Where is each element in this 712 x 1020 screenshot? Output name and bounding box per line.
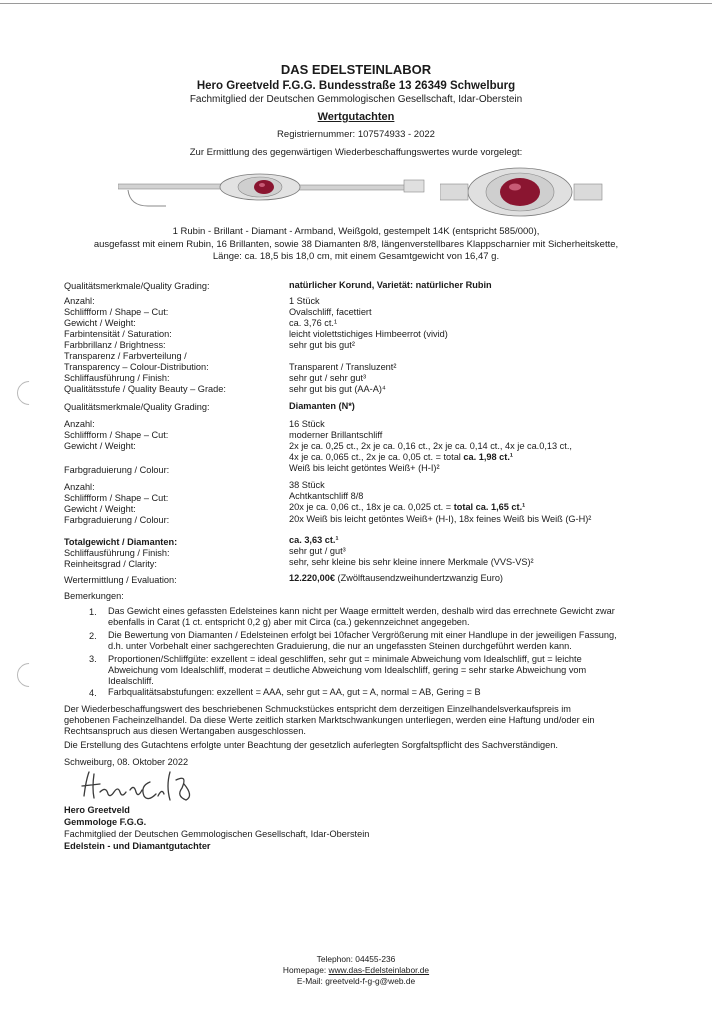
ruby-finish-label: Schliffausführung / Finish: xyxy=(64,373,170,383)
doc-title: Wertgutachten xyxy=(317,111,395,123)
brilliants-weight-label: Gewicht / Weight: xyxy=(64,441,136,451)
lab-name: DAS EDELSTEINLABOR xyxy=(280,62,432,77)
diamonds88-count-label: Anzahl: xyxy=(64,482,95,492)
diamonds88-weight-total: total ca. 1,65 ct.¹ xyxy=(453,502,526,512)
remark-4-number: 4. xyxy=(89,688,97,698)
total-weight-label: Totalgewicht / Diamanten: xyxy=(64,537,178,547)
ruby-saturation-value: leicht violettstichiges Himbeerrot (vivid) xyxy=(289,329,448,339)
page-top-edge xyxy=(0,3,712,4)
registration-number: Registriernummer: 107574933 - 2022 xyxy=(277,129,435,140)
remark-4-line-1: Farbqualitätsabstufungen: exzellent = AAA, sehr gut = AA, gut = A, normal = AB, Gering = B xyxy=(108,687,481,697)
ruby-finish-value: sehr gut / sehr gut³ xyxy=(289,373,367,383)
evaluation-amount: 12.220,00€ xyxy=(289,573,335,583)
diligence-paragraph: Die Erstellung des Gutachtens erfolgte unter Beachtung der gesetzlich auferlegten Sorgfaltspflicht des Sachverständigen. xyxy=(64,740,558,750)
brilliants-cut-label: Schliffform / Shape – Cut: xyxy=(64,430,169,440)
homepage-link[interactable]: www.das-Edelsteinlabor.de xyxy=(328,965,430,975)
brilliants-count-label: Anzahl: xyxy=(64,419,95,429)
remark-2 xyxy=(108,630,698,652)
ruby-transparency-label-1: Transparenz / Farbverteilung / xyxy=(64,351,187,361)
diamonds88-cut-label: Schliffform / Shape – Cut: xyxy=(64,493,169,503)
remark-1-line-2: ebenfalls in Carat (1 ct. entspricht 0,2 g) aber mit Circa (ca.) gekennzeichnet angegeben. xyxy=(108,617,470,627)
clarity-value: sehr, sehr kleine bis sehr kleine innere Merkmale (VVS-VS)² xyxy=(289,557,534,567)
place-date: Schweiburg, 08. Oktober 2022 xyxy=(64,757,189,767)
punch-hole-1 xyxy=(12,376,46,410)
brilliants-colour-label: Farbgraduierung / Colour: xyxy=(64,465,170,475)
diamonds88-colour-label: Farbgraduierung / Colour: xyxy=(64,515,170,525)
ruby-cut-value: Ovalschliff, facettiert xyxy=(289,307,372,317)
signer-membership: Fachmitglied der Deutschen Gemmologischen Gesellschaft, Idar-Oberstein xyxy=(64,829,370,839)
brilliants-weight-value-1: 2x je ca. 0,25 ct., 2x je ca. 0,16 ct., 2x je ca. 0,14 ct., 4x je ca.0,13 ct., xyxy=(289,441,572,451)
bracelet-photo-full xyxy=(118,166,433,218)
diamonds88-colour-value: 20x Weiß bis leicht getöntes Weiß+ (H-I), 18x feines Weiß bis Weiß (G-H)² xyxy=(289,514,592,524)
brilliants-weight-value-2-text: 4x je ca. 0,065 ct., 2x je ca. 0,05 ct. = total xyxy=(289,452,464,462)
remark-3-line-2: Abweichung vom Idealschliff, moderat = deutliche Abweichung vom Idealschliff, gering = sehr starke Abweichung vom xyxy=(108,665,587,675)
ruby-count-value: 1 Stück xyxy=(289,296,320,306)
remark-3 xyxy=(108,654,698,687)
brilliants-grading-value: Diamanten (N*) xyxy=(289,401,355,411)
liability-line-1: Der Wiederbeschaffungswert des beschriebenen Schmuckstückes entspricht dem derzeitigen Einzelhandelsverkaufspreis im xyxy=(64,704,571,714)
total-finish-label: Schliffausführung / Finish: xyxy=(64,548,170,558)
remark-2-number: 2. xyxy=(89,631,97,641)
signer-name: Hero Greetveld xyxy=(64,805,130,815)
footer-phone: Telephon: 04455-236 xyxy=(316,954,396,964)
bracelet-photo-detail xyxy=(440,164,605,220)
remark-4 xyxy=(108,687,698,698)
evaluation-value xyxy=(289,573,503,584)
remark-3-number: 3. xyxy=(89,654,97,664)
total-weight-value: ca. 3,63 ct.¹ xyxy=(289,535,339,545)
ruby-brightness-label: Farbbrillanz / Brightness: xyxy=(64,340,166,350)
remark-1-line-1: Das Gewicht eines gefassten Edelsteines kann nicht per Waage ermittelt werden, deshalb wird das errechnete Gewicht zwar xyxy=(108,606,615,616)
diamonds88-weight-label: Gewicht / Weight: xyxy=(64,504,136,514)
diamonds88-weight-value xyxy=(289,502,525,513)
ruby-beauty-value: sehr gut bis gut (AA-A)⁴ xyxy=(289,384,386,394)
brilliants-weight-total: ca. 1,98 ct.¹ xyxy=(463,452,513,462)
item-line-3: Länge: ca. 18,5 bis 18,0 cm, mit einem Gesamtgewicht von 16,47 g. xyxy=(212,251,500,262)
remark-3-line-3: Idealschliff. xyxy=(108,676,154,686)
owner-line: Hero Greetveld F.G.G. Bundesstraße 13 26349 Schwelburg xyxy=(196,80,516,92)
ruby-weight-value: ca. 3,76 ct.¹ xyxy=(289,318,338,328)
ruby-count-label: Anzahl: xyxy=(64,296,95,306)
item-line-1: 1 Rubin - Brillant - Diamant - Armband, Weißgold, gestempelt 14K (entspricht 585/000), xyxy=(172,226,540,237)
ruby-weight-label: Gewicht / Weight: xyxy=(64,318,136,328)
footer-email: E-Mail: greetveld-f-g-g@web.de xyxy=(296,976,416,986)
brilliants-weight-value-2 xyxy=(289,452,513,463)
intro-text: Zur Ermittlung des gegenwärtigen Wiederbeschaffungswertes wurde vorgelegt: xyxy=(189,147,523,158)
brilliants-cut-value: moderner Brillantschliff xyxy=(289,430,383,440)
brilliants-grading-label: Qualitätsmerkmale/Quality Grading: xyxy=(64,402,210,412)
ruby-beauty-label: Qualitätsstufe / Quality Beauty – Grade: xyxy=(64,384,226,394)
signer-title: Gemmologe F.G.G. xyxy=(64,817,147,827)
liability-line-3: Rechtsanspruch aus diesen Wertangaben ausgeschlossen. xyxy=(64,726,306,736)
member-line: Fachmitglied der Deutschen Gemmologischen Gesellschaft, Idar-Oberstein xyxy=(189,94,523,105)
liability-paragraph xyxy=(64,704,696,737)
remark-2-line-1: Die Bewertung von Diamanten / Edelsteinen erfolgt bei 10facher Vergrößerung mit einer Handlupe in der jeweiligen Fassung, xyxy=(108,630,617,640)
ruby-cut-label: Schliffform / Shape – Cut: xyxy=(64,307,169,317)
ruby-saturation-label: Farbintensität / Saturation: xyxy=(64,329,172,339)
total-finish-value: sehr gut / gut³ xyxy=(289,546,346,556)
remark-1-number: 1. xyxy=(89,607,97,617)
brilliants-count-value: 16 Stück xyxy=(289,419,325,429)
brilliants-colour-value: Weiß bis leicht getöntes Weiß+ (H-I)² xyxy=(289,463,440,473)
signer-role: Edelstein - und Diamantgutachter xyxy=(64,841,211,851)
evaluation-label: Wertermittlung / Evaluation: xyxy=(64,575,177,585)
remarks-title: Bemerkungen: xyxy=(64,591,124,601)
ruby-brightness-value: sehr gut bis gut² xyxy=(289,340,355,350)
footer-homepage-label: Homepage: xyxy=(282,965,329,975)
diamonds88-cut-value: Achtkantschliff 8/8 xyxy=(289,491,364,501)
ruby-grading-value: natürlicher Korund, Varietät: natürlicher Rubin xyxy=(289,280,492,290)
ruby-transparency-label-2: Transparency – Colour-Distribution: xyxy=(64,362,209,372)
punch-hole-2 xyxy=(12,658,46,692)
remark-2-line-2: d.h. unter Vorbehalt einer sachgerechten Graduierung, die nur an ungefassten Steinen durchgeführt werden kann. xyxy=(108,641,572,651)
evaluation-words: (Zwölftausendzweihundertzwanzig Euro) xyxy=(334,573,503,583)
item-line-2: ausgefasst mit einem Rubin, 16 Brillanten, sowie 38 Diamanten 8/8, längenverstellbares Klappscharnier mit Sicherheitskette, xyxy=(93,239,619,250)
diamonds88-weight-text: 20x je ca. 0,06 ct., 18x je ca. 0,025 ct. = xyxy=(289,502,454,512)
remark-3-line-1: Proportionen/Schliffgüte: exzellent = ideal geschliffen, sehr gut = minimale Abweichung vom Idealschliff, gut = leichte xyxy=(108,654,582,664)
remark-1 xyxy=(108,606,698,628)
handwritten-signature xyxy=(78,766,208,808)
footer-homepage-line xyxy=(0,965,712,975)
ruby-transparency-value: Transparent / Transluzent² xyxy=(289,362,397,372)
ruby-grading-label: Qualitätsmerkmale/Quality Grading: xyxy=(64,281,210,291)
liability-line-2: gehobenen Facheinzelhandel. Da diese Werte zeitlich starken Marktschwankungen unterliegen, werden eine Haftung und/oder ein xyxy=(64,715,595,725)
diamonds88-count-value: 38 Stück xyxy=(289,480,325,490)
clarity-label: Reinheitsgrad / Clarity: xyxy=(64,559,157,569)
